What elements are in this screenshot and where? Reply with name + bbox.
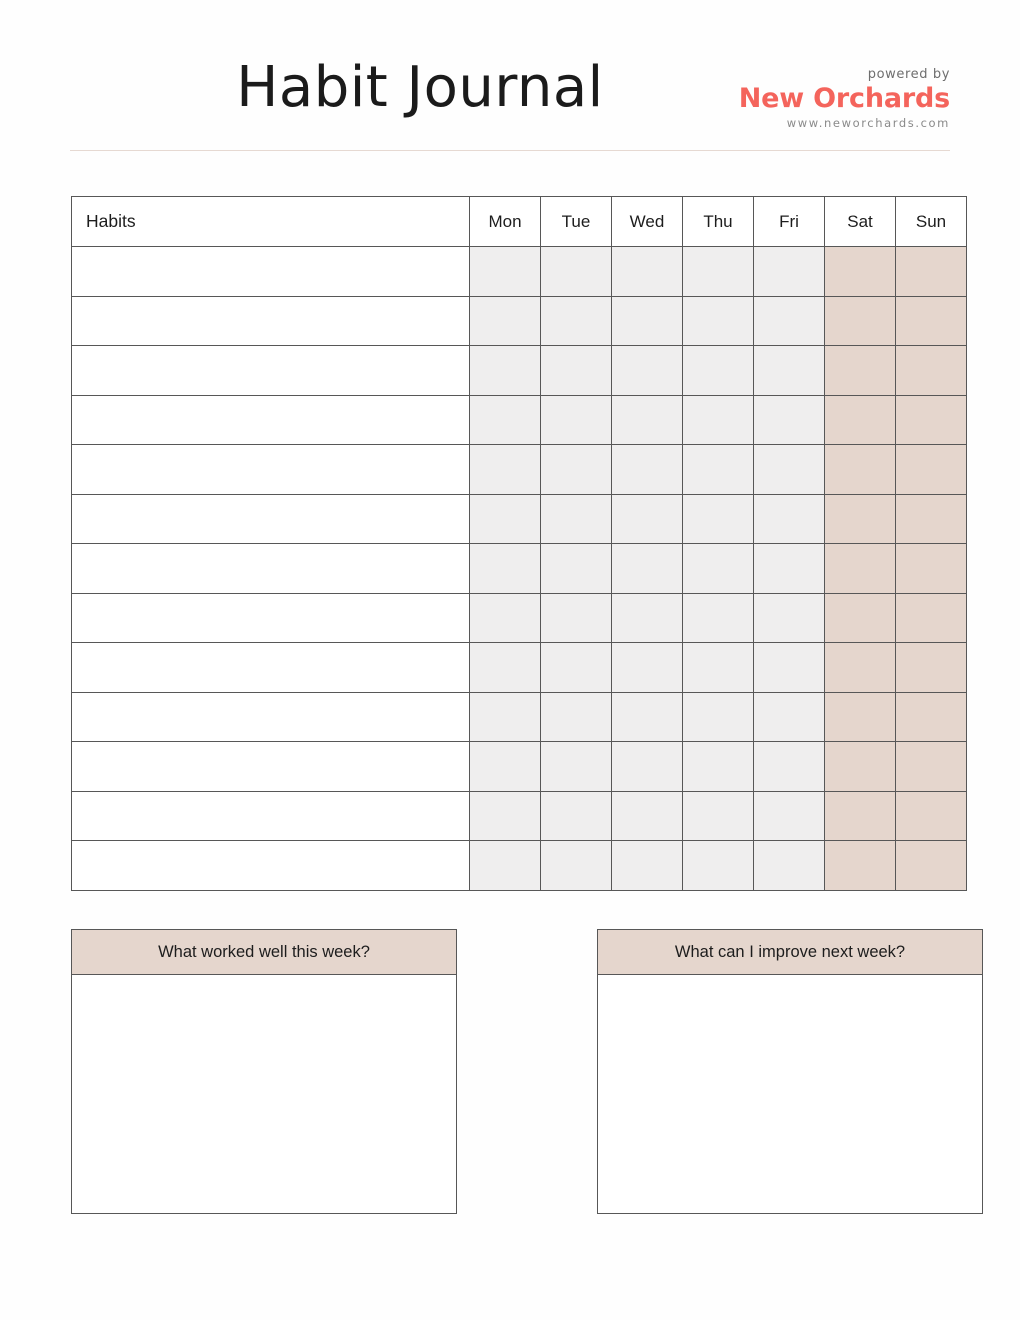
habit-name-cell[interactable] [72,593,470,643]
habit-cell-sat[interactable] [825,692,896,742]
habit-cell-thu[interactable] [683,593,754,643]
habit-cell-mon[interactable] [470,692,541,742]
habit-cell-mon[interactable] [470,643,541,693]
habit-cell-thu[interactable] [683,742,754,792]
habit-cell-wed[interactable] [612,692,683,742]
table-row [72,692,967,742]
habit-table-header [72,197,967,247]
habit-cell-thu[interactable] [683,445,754,495]
powered-by-label: powered by [867,67,950,82]
habit-cell-thu[interactable] [683,692,754,742]
habit-cell-sun[interactable] [896,346,967,396]
habit-cell-tue[interactable] [541,445,612,495]
habit-cell-sun[interactable] [896,593,967,643]
habit-cell-thu[interactable] [683,247,754,297]
header-row [72,197,967,247]
habit-cell-tue[interactable] [541,494,612,544]
reflection-heading-improve: What can I improve next week? [597,929,983,975]
habit-cell-fri[interactable] [754,296,825,346]
habit-cell-mon[interactable] [470,247,541,297]
habit-cell-sat[interactable] [825,742,896,792]
habit-cell-wed[interactable] [612,544,683,594]
habit-cell-fri[interactable] [754,544,825,594]
habit-cell-thu[interactable] [683,791,754,841]
habit-cell-sat[interactable] [825,494,896,544]
habit-cell-fri[interactable] [754,247,825,297]
habit-cell-sat[interactable] [825,791,896,841]
brand-block [720,67,950,130]
column-header-fri: Fri [754,197,825,247]
habit-cell-fri[interactable] [754,494,825,544]
habit-name-cell[interactable] [72,742,470,792]
habit-cell-wed[interactable] [612,593,683,643]
habit-name-cell[interactable] [72,544,470,594]
habit-cell-tue[interactable] [541,791,612,841]
table-row [72,247,967,297]
column-header-thu: Thu [683,197,754,247]
habit-cell-tue[interactable] [541,247,612,297]
habit-name-cell[interactable] [72,841,470,891]
habit-cell-mon[interactable] [470,593,541,643]
habit-cell-tue[interactable] [541,296,612,346]
habit-cell-sun[interactable] [896,692,967,742]
habit-cell-mon[interactable] [470,742,541,792]
habit-cell-wed[interactable] [612,791,683,841]
brand-name: New Orchards [738,83,950,114]
habit-cell-thu[interactable] [683,643,754,693]
habit-cell-wed[interactable] [612,494,683,544]
habit-name-cell[interactable] [72,395,470,445]
habit-cell-thu[interactable] [683,841,754,891]
habit-cell-thu[interactable] [683,494,754,544]
habit-cell-wed[interactable] [612,445,683,495]
habit-cell-sun[interactable] [896,445,967,495]
habit-cell-sat[interactable] [825,544,896,594]
reflection-heading-worked-well: What worked well this week? [71,929,457,975]
habit-cell-tue[interactable] [541,643,612,693]
habit-cell-tue[interactable] [541,742,612,792]
habit-table-body [72,247,967,891]
habit-name-cell[interactable] [72,643,470,693]
habit-name-cell[interactable] [72,346,470,396]
habit-cell-sat[interactable] [825,346,896,396]
habit-cell-sun[interactable] [896,791,967,841]
habit-cell-mon[interactable] [470,791,541,841]
table-row [72,395,967,445]
table-row [72,791,967,841]
column-header-tue: Tue [541,197,612,247]
habit-cell-mon[interactable] [470,296,541,346]
habit-cell-fri[interactable] [754,791,825,841]
habit-name-cell[interactable] [72,296,470,346]
reflection-box-improve [597,929,983,1214]
page-title: Habit Journal [236,55,604,120]
habit-cell-wed[interactable] [612,296,683,346]
habit-cell-mon[interactable] [470,544,541,594]
column-header-wed: Wed [612,197,683,247]
column-header-mon: Mon [470,197,541,247]
habit-tracker-table [71,196,967,891]
column-header-habits: Habits [72,197,470,247]
habit-cell-mon[interactable] [470,445,541,495]
habit-cell-tue[interactable] [541,692,612,742]
habit-cell-tue[interactable] [541,346,612,396]
table-row [72,346,967,396]
table-row [72,841,967,891]
habit-cell-thu[interactable] [683,395,754,445]
habit-cell-thu[interactable] [683,346,754,396]
habit-cell-fri[interactable] [754,841,825,891]
column-header-sat: Sat [825,197,896,247]
habit-cell-mon[interactable] [470,395,541,445]
habit-cell-fri[interactable] [754,742,825,792]
table-row [72,742,967,792]
header-divider [70,150,950,151]
habit-cell-wed[interactable] [612,742,683,792]
habit-cell-sun[interactable] [896,296,967,346]
habit-cell-fri[interactable] [754,395,825,445]
habit-cell-fri[interactable] [754,593,825,643]
reflection-box-worked-well [71,929,457,1214]
column-header-sun: Sun [896,197,967,247]
habit-name-cell[interactable] [72,692,470,742]
habit-cell-sun[interactable] [896,643,967,693]
habit-name-cell[interactable] [72,791,470,841]
table-row [72,643,967,693]
habit-name-cell[interactable] [72,445,470,495]
habit-cell-fri[interactable] [754,692,825,742]
brand-website: www.neworchards.com [786,116,950,131]
habit-cell-sun[interactable] [896,247,967,297]
habit-cell-tue[interactable] [541,593,612,643]
habit-cell-sat[interactable] [825,395,896,445]
habit-cell-wed[interactable] [612,395,683,445]
reflection-input-worked-well[interactable] [71,975,457,1214]
habit-cell-wed[interactable] [612,643,683,693]
habit-cell-sat[interactable] [825,643,896,693]
page-header [70,55,950,150]
habit-cell-tue[interactable] [541,841,612,891]
habit-cell-wed[interactable] [612,247,683,297]
table-row [72,296,967,346]
habit-cell-sat[interactable] [825,445,896,495]
habit-cell-fri[interactable] [754,445,825,495]
table-row [72,593,967,643]
habit-cell-sat[interactable] [825,296,896,346]
habit-cell-sun[interactable] [896,395,967,445]
habit-name-cell[interactable] [72,494,470,544]
habit-cell-tue[interactable] [541,395,612,445]
habit-cell-fri[interactable] [754,346,825,396]
habit-cell-fri[interactable] [754,643,825,693]
habit-name-cell[interactable] [72,247,470,297]
habit-cell-sat[interactable] [825,593,896,643]
habit-cell-sun[interactable] [896,841,967,891]
table-row [72,494,967,544]
habit-cell-tue[interactable] [541,544,612,594]
habit-cell-wed[interactable] [612,841,683,891]
habit-cell-sat[interactable] [825,247,896,297]
table-row [72,445,967,495]
habit-cell-thu[interactable] [683,544,754,594]
habit-cell-sun[interactable] [896,544,967,594]
habit-cell-mon[interactable] [470,841,541,891]
habit-cell-thu[interactable] [683,296,754,346]
habit-cell-mon[interactable] [470,494,541,544]
table-row [72,544,967,594]
habit-cell-mon[interactable] [470,346,541,396]
reflection-input-improve[interactable] [597,975,983,1214]
habit-cell-sun[interactable] [896,742,967,792]
habit-cell-sat[interactable] [825,841,896,891]
habit-cell-wed[interactable] [612,346,683,396]
habit-cell-sun[interactable] [896,494,967,544]
